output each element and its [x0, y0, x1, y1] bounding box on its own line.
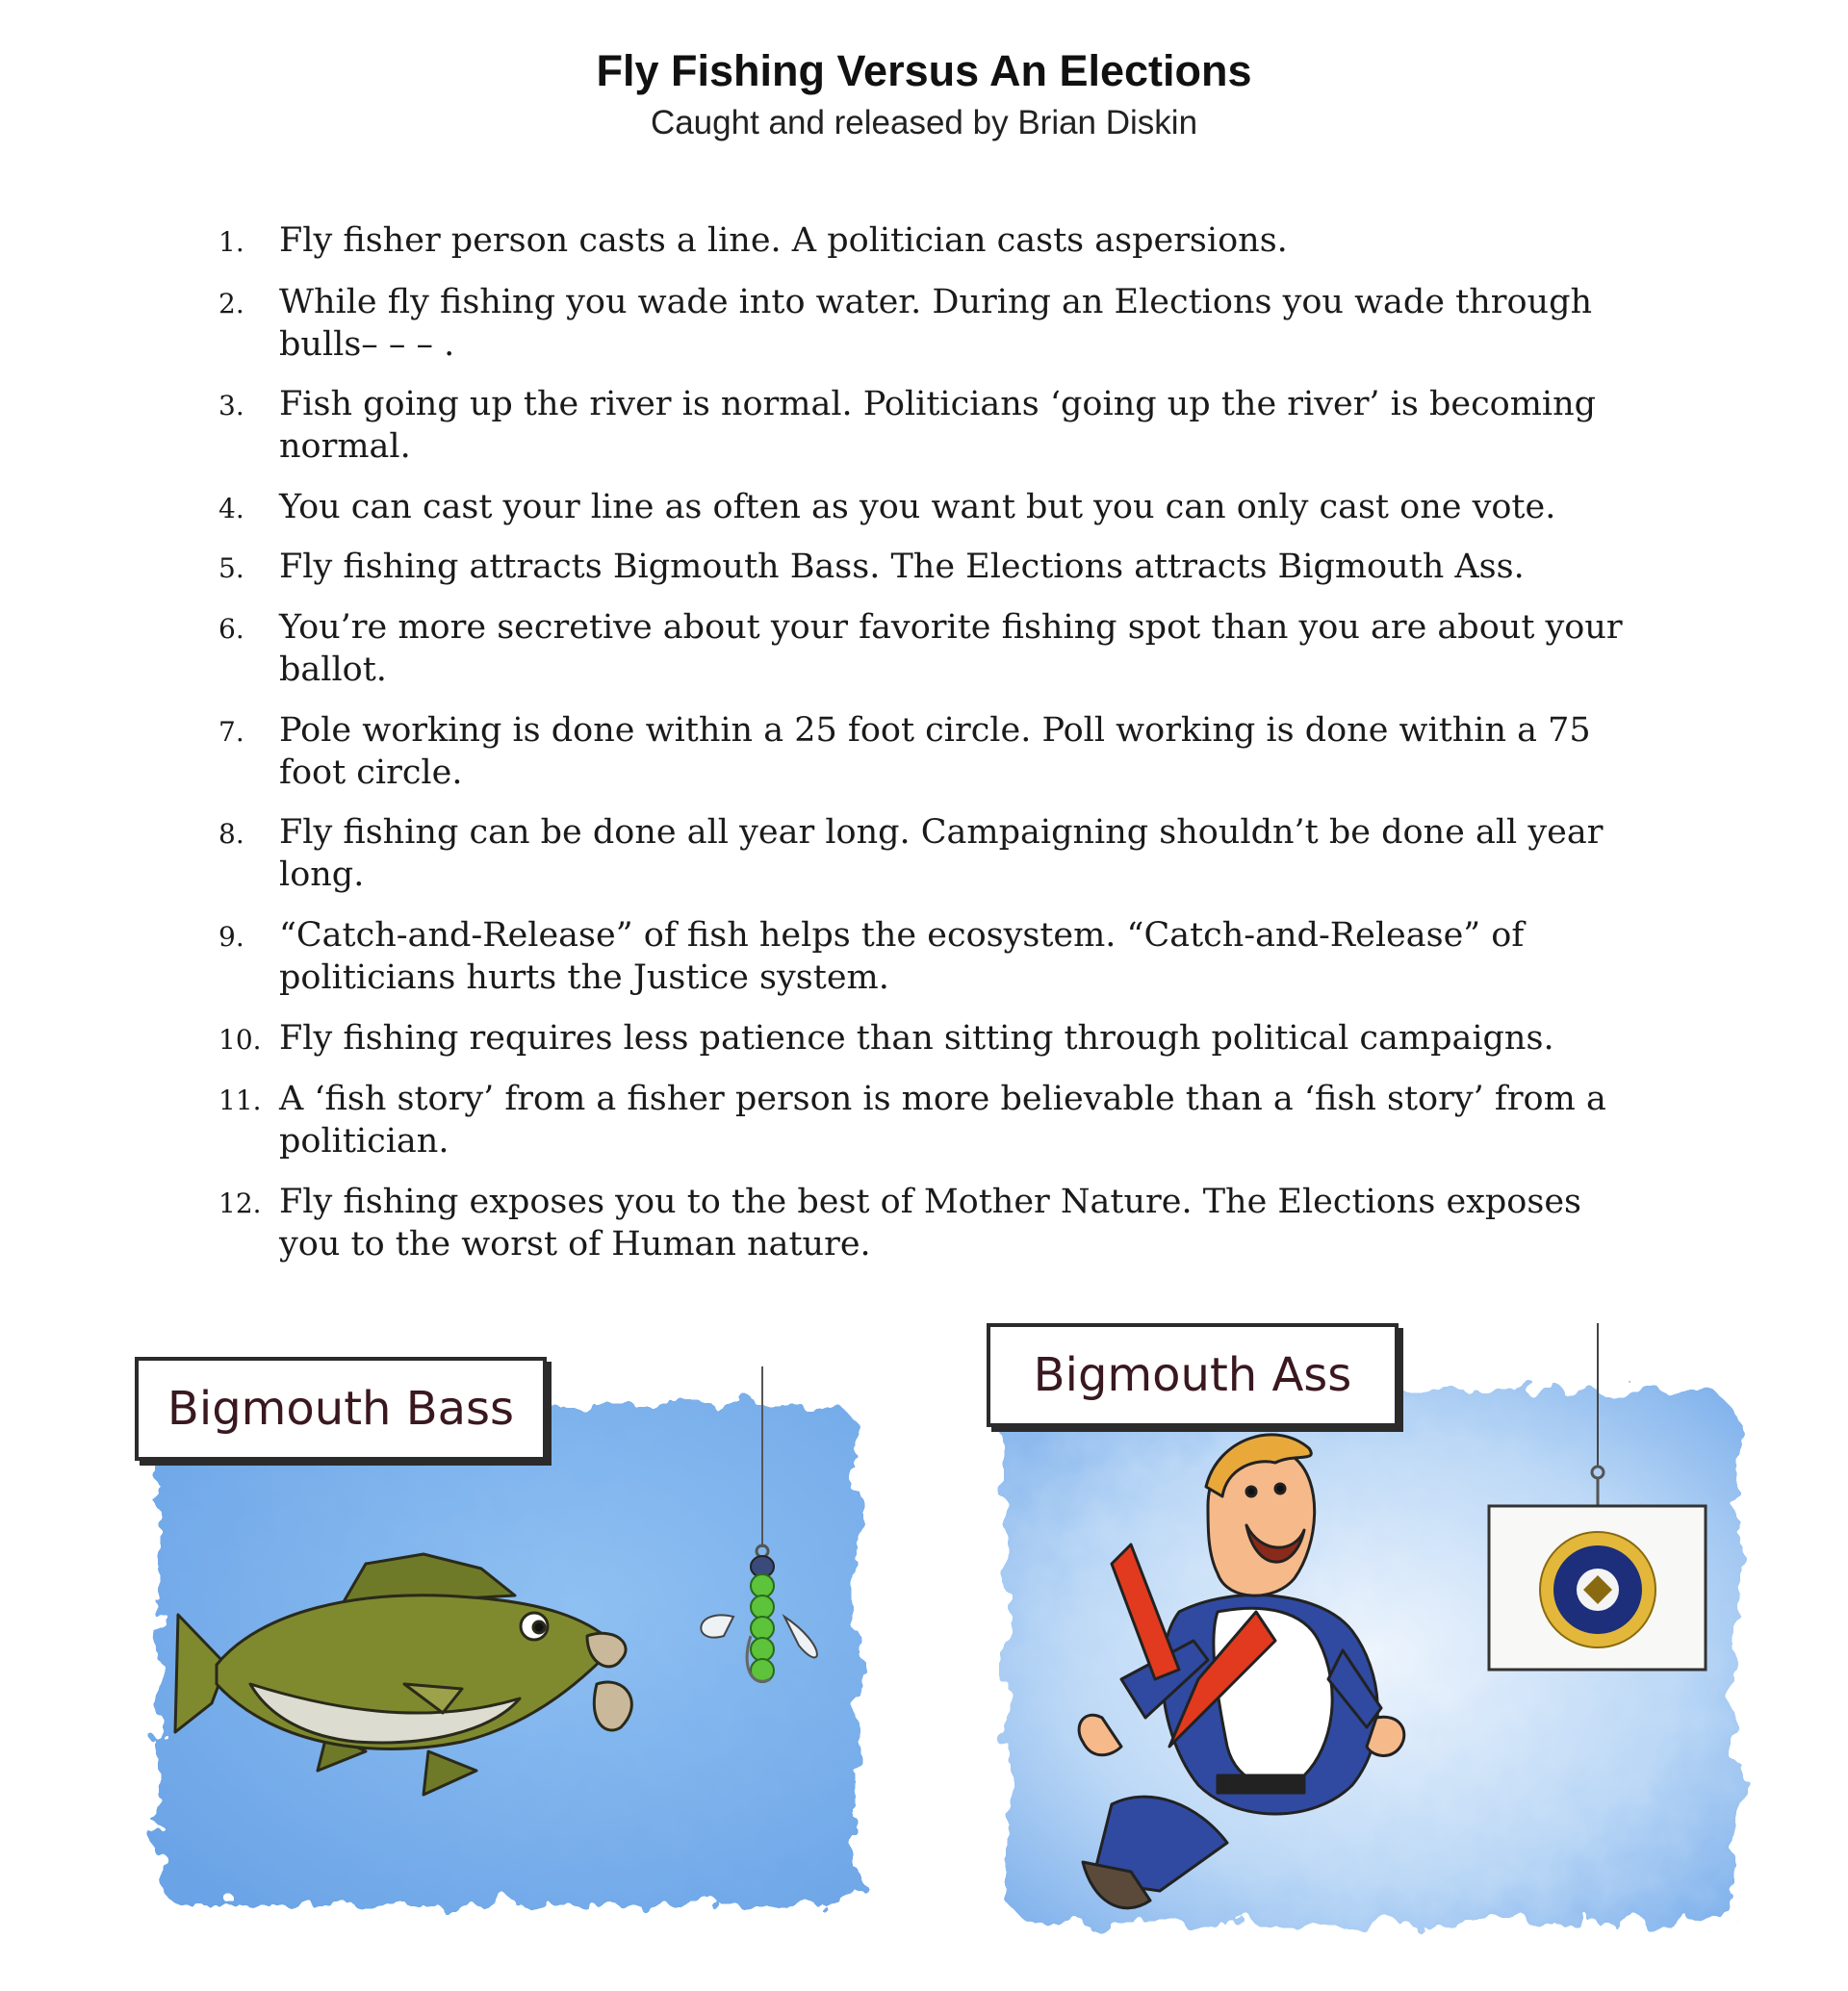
bigmouth-bass-panel	[135, 1357, 886, 1944]
list-item	[218, 383, 1662, 468]
list-item	[218, 1078, 1662, 1162]
list-item-text: Fly fishing can be done all year long. Campaigning shouldn’t be done all year long.	[279, 813, 1604, 894]
list-item-number: 11.	[218, 1085, 262, 1116]
list-item-text: Fly fishing exposes you to the best of Mother Nature. The Elections exposes you to the worst of Human nature.	[279, 1183, 1582, 1264]
list-item-text: Fly fishing requires less patience than sitting through political campaigns.	[279, 1019, 1554, 1058]
bigmouth-bass-label: Bigmouth Bass	[135, 1357, 547, 1461]
list-item	[218, 709, 1662, 794]
list-item-text: You can cast your line as often as you want but you can only cast one vote.	[279, 488, 1556, 526]
list-item-number: 9.	[218, 921, 244, 953]
list-item	[218, 1017, 1662, 1059]
list-item-number: 4.	[218, 493, 244, 524]
list-item-number: 3.	[218, 390, 244, 421]
list-item	[218, 914, 1662, 999]
list-item	[218, 219, 1662, 262]
list-item-number: 2.	[218, 288, 244, 319]
list-item-number: 1.	[218, 226, 244, 258]
bigmouth-ass-panel	[987, 1323, 1757, 1944]
list-item-number: 12.	[218, 1187, 262, 1219]
list-item-number: 10.	[218, 1024, 262, 1056]
page-title: Fly Fishing Versus An Elections	[596, 46, 1252, 95]
list-item	[218, 1181, 1662, 1265]
list-item-text: While fly fishing you wade into water. During an Elections you wade through bulls– – – .	[279, 283, 1593, 364]
list-item-number: 8.	[218, 818, 244, 850]
list-item	[218, 486, 1662, 528]
list-item-number: 6.	[218, 613, 244, 645]
list-item-text: Fly fishing attracts Bigmouth Bass. The Elections attracts Bigmouth Ass.	[279, 548, 1525, 586]
list-item-text: Fly fisher person casts a line. A politician casts aspersions.	[279, 221, 1288, 260]
page-subtitle: Caught and released by Brian Diskin	[650, 104, 1198, 141]
list-item	[218, 811, 1662, 896]
list-item-text: “Catch-and-Release” of fish helps the ecosystem. “Catch-and-Release” of politicians hurts the Justice system.	[279, 916, 1525, 997]
list-item-text: A ‘fish story’ from a fisher person is more believable than a ‘fish story’ from a politician.	[279, 1080, 1606, 1161]
list-item-text: Fish going up the river is normal. Politicians ‘going up the river’ is becoming normal.	[279, 385, 1597, 466]
bigmouth-ass-label: Bigmouth Ass	[987, 1323, 1399, 1427]
list-item-number: 5.	[218, 552, 244, 584]
list-item	[218, 281, 1662, 366]
list-item-text: You’re more secretive about your favorite fishing spot than you are about your ballot.	[279, 608, 1623, 689]
list-item-text: Pole working is done within a 25 foot circle. Poll working is done within a 75 foot circle.	[279, 711, 1591, 792]
list-item	[218, 546, 1662, 588]
list-item-number: 7.	[218, 716, 244, 748]
list-item	[218, 606, 1662, 691]
